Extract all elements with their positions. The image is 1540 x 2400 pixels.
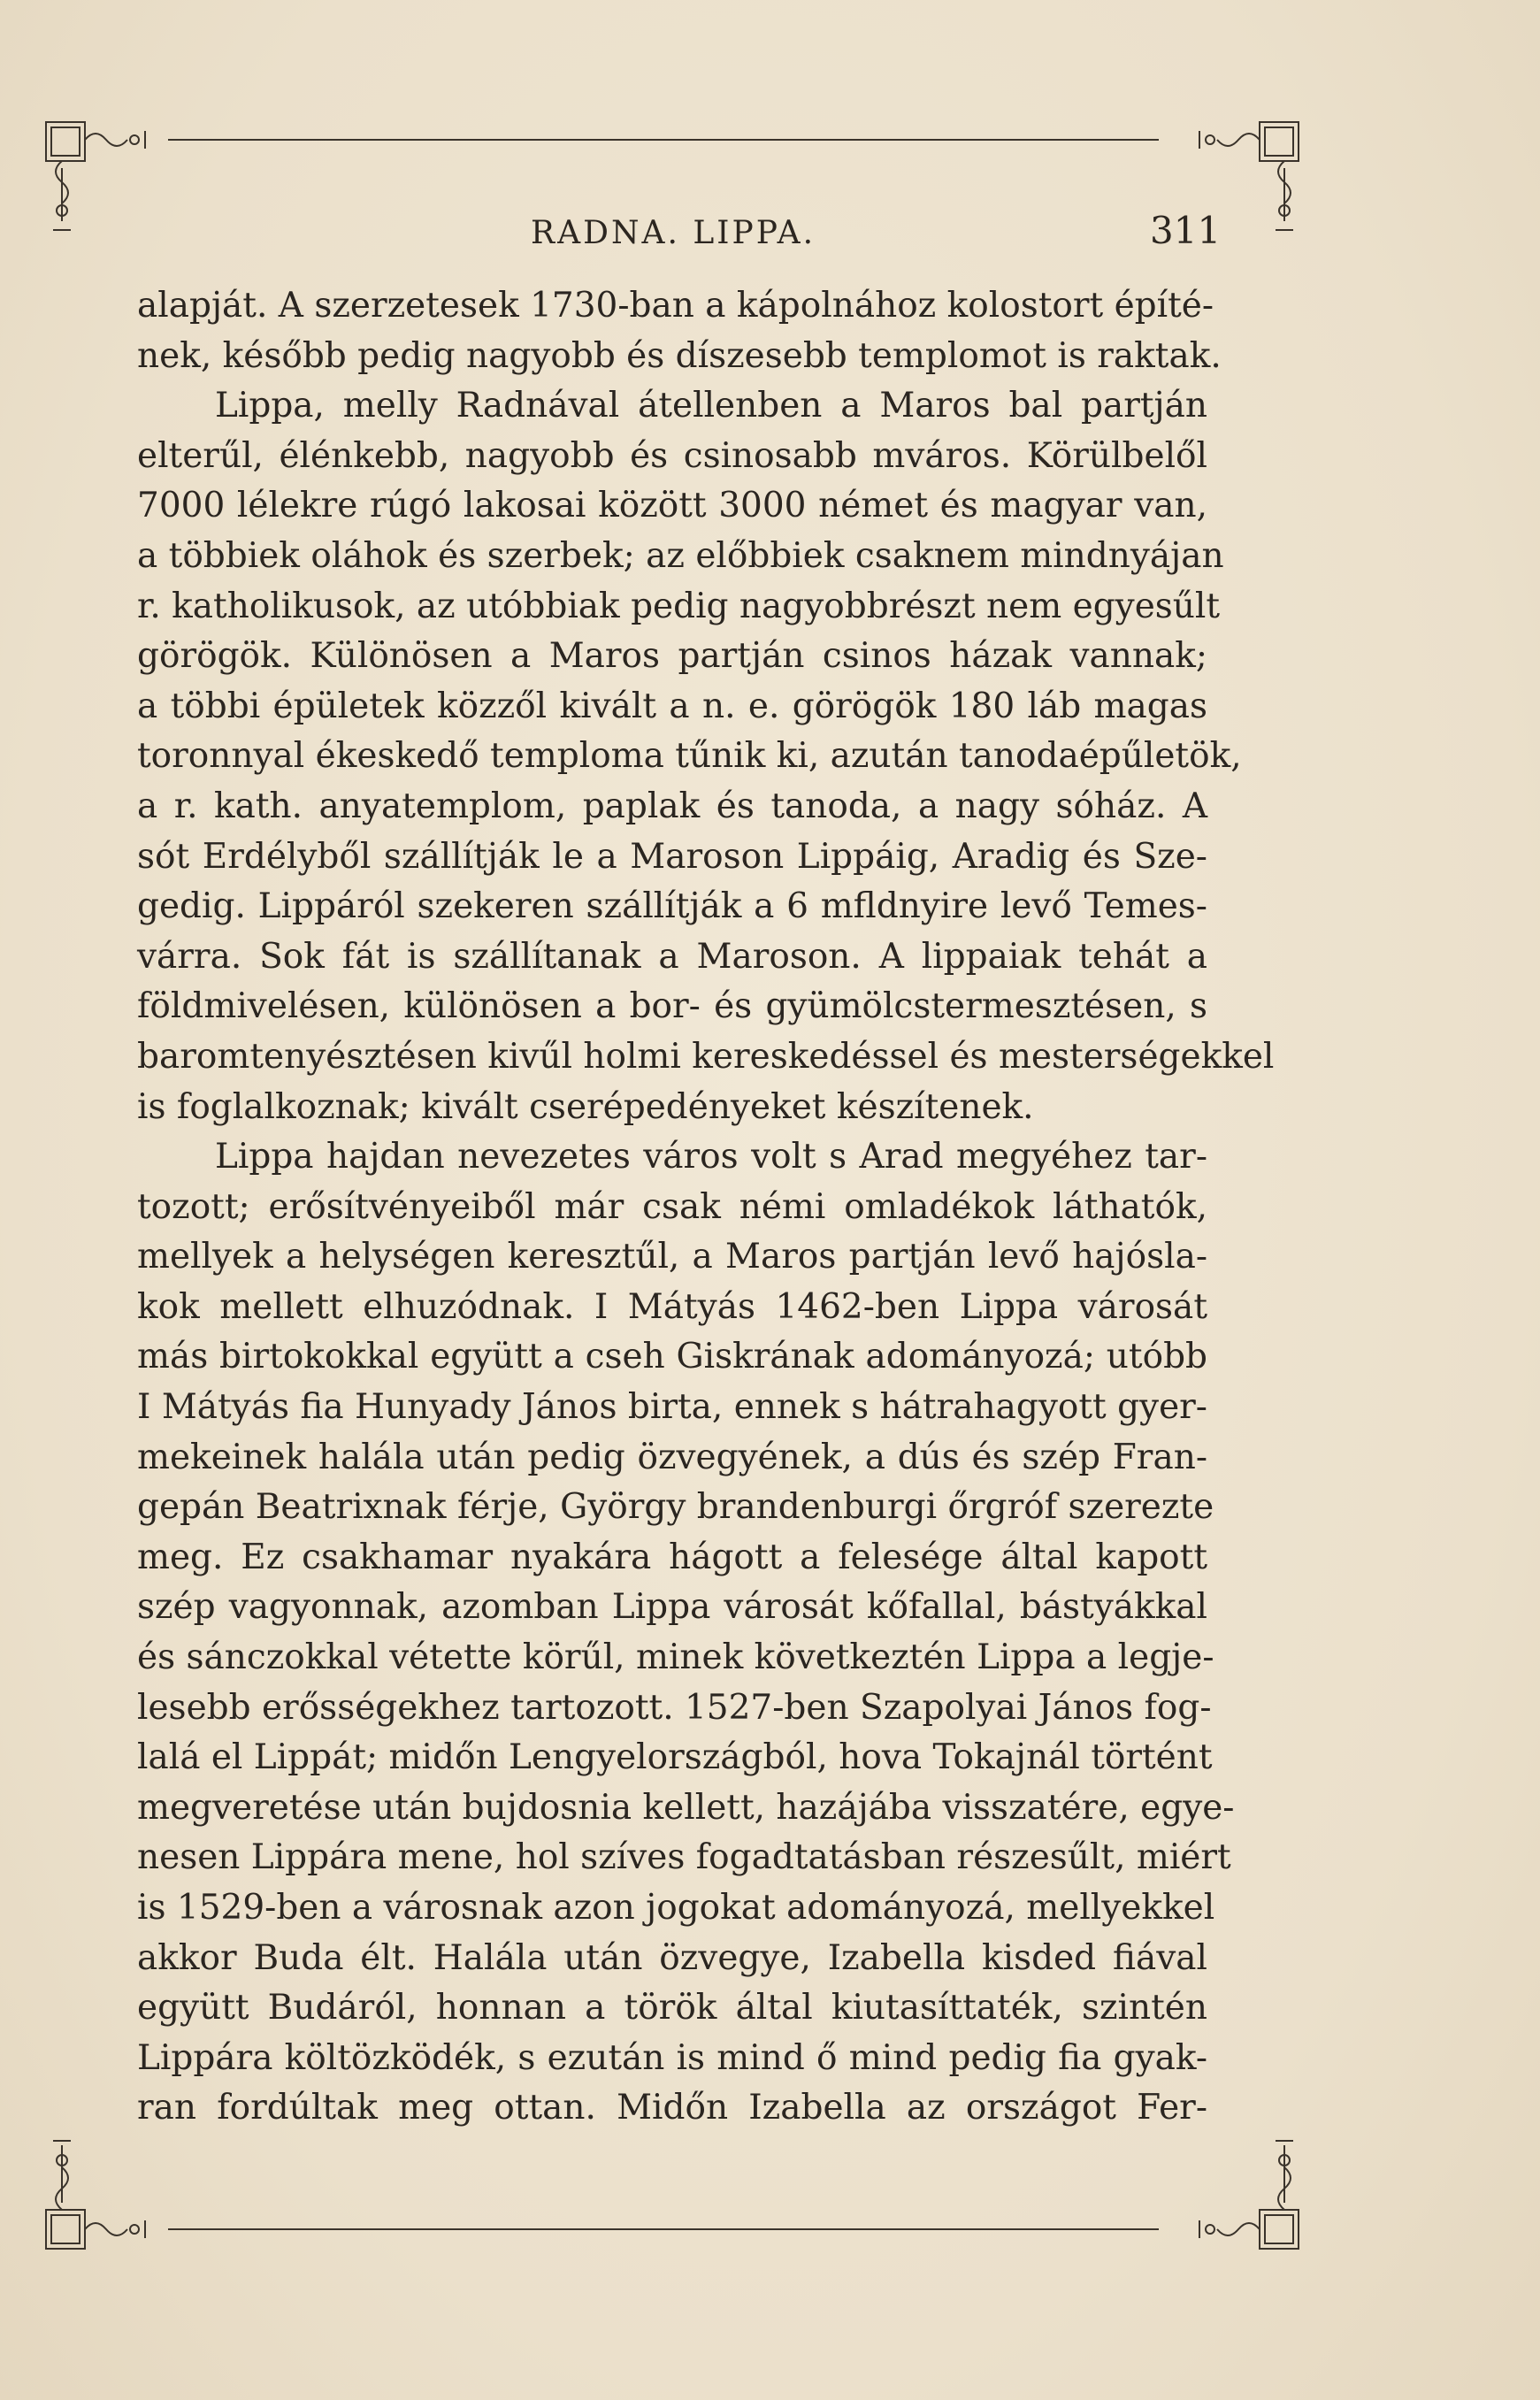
- text-line: is foglalkoznak; kivált cserépedényeket készítenek.: [137, 1086, 1034, 1127]
- text-line: alapját. A szerzetesek 1730-ban a kápolnához kolostort építé-: [137, 286, 1214, 326]
- text-line: várra. Sok fát is szállítanak a Maroson. A lippaiak tehát a: [137, 936, 1207, 977]
- text-line: a többi épületek közzől kivált a n. e. görögök 180 láb magas: [137, 686, 1207, 726]
- text-line: más birtokokkal együtt a cseh Giskrának adományozá; utóbb: [137, 1337, 1207, 1377]
- text-line: földmivelésen, különösen a bor- és gyümölcstermesztésen, s: [137, 986, 1207, 1027]
- text-line: lesebb erősségekhez tartozott. 1527-ben Szapolyai János fog-: [137, 1687, 1212, 1728]
- text-line: is 1529-ben a városnak azon jogokat adományozá, mellyekkel: [137, 1888, 1215, 1928]
- text-line: mekeinek halála után pedig özvegyének, a dús és szép Fran-: [137, 1437, 1207, 1477]
- text-line: baromtenyésztésen kivűl holmi kereskedéssel és mesterségekkel: [137, 1036, 1275, 1077]
- text-line: meg. Ez csakhamar nyakára hágott a felesége által kapott: [137, 1537, 1207, 1577]
- text-line: nesen Lippára mene, hol szíves fogadtatásban részesűlt, miért: [137, 1837, 1231, 1878]
- text-line: nek, később pedig nagyobb és díszesebb templomot is raktak.: [137, 335, 1222, 376]
- body-text: [137, 281, 1275, 2134]
- text-line: I Mátyás fia Hunyady János birta, ennek s hátrahagyott gyer-: [137, 1387, 1207, 1428]
- text-line: akkor Buda élt. Halála után özvegye, Izabella kisded fiával: [137, 1937, 1207, 1978]
- text-line: gedig. Lippáról szekeren szállítják a 6 mfldnyire levő Temes-: [137, 886, 1207, 927]
- text-line: a r. kath. anyatemplom, paplak és tanoda, a nagy sóház. A: [137, 786, 1207, 826]
- text-line: gepán Beatrixnak férje, György brandenburgi őrgróf szerezte: [137, 1487, 1214, 1528]
- text-line: lalá el Lippát; midőn Lengyelországból, hova Tokajnál történt: [137, 1737, 1213, 1778]
- text-line: toronnyal ékeskedő temploma tűnik ki, azután tanodaépűletök,: [137, 736, 1242, 777]
- text-line: kok mellett elhuzódnak. I Mátyás 1462-ben Lippa városát: [137, 1286, 1207, 1327]
- text-line: együtt Budáról, honnan a török által kiutasíttaték, szintén: [137, 1988, 1207, 2028]
- text-line: mellyek a helységen keresztűl, a Maros partján levő hajósla-: [137, 1237, 1207, 1277]
- text-line: megveretése után bujdosnia kellett, hazájába visszatére, egye-: [137, 1787, 1235, 1828]
- text-line: sót Erdélyből szállítják le a Maroson Lippáig, Aradig és Sze-: [137, 836, 1207, 877]
- text-line: tozott; erősítvényeiből már csak némi omladékok láthatók,: [137, 1186, 1207, 1227]
- text-line: Lippára költözködék, s ezután is mind ő mind pedig fia gyak-: [137, 2037, 1207, 2078]
- text-line: ran fordúltak meg ottan. Midőn Izabella az országot Fer-: [137, 2088, 1207, 2128]
- text-line: szép vagyonnak, azomban Lippa városát kőfallal, bástyákkal: [137, 1587, 1207, 1628]
- text-line: és sánczokkal vétette körűl, minek következtén Lippa a legje-: [137, 1637, 1214, 1678]
- text-line: elterűl, élénkebb, nagyobb és csinosabb mváros. Körülbelől: [137, 435, 1207, 476]
- text-line: 7000 lélekre rúgó lakosai között 3000 német és magyar van,: [137, 486, 1207, 526]
- text-line: r. katholikusok, az utóbbiak pedig nagyobbrészt nem egyesűlt: [137, 586, 1221, 626]
- text-line: Lippa, melly Radnával átellenben a Maros bal partján: [215, 386, 1207, 426]
- running-head: RADNA. LIPPA.: [531, 215, 816, 251]
- page-number: 311: [1150, 209, 1222, 252]
- text-line: Lippa hajdan nevezetes város volt s Arad megyéhez tar-: [215, 1137, 1207, 1177]
- text-line: a többiek oláhok és szerbek; az előbbiek csaknem mindnyájan: [137, 535, 1224, 576]
- text-line: görögök. Különösen a Maros partján csinos házak vannak;: [137, 636, 1207, 677]
